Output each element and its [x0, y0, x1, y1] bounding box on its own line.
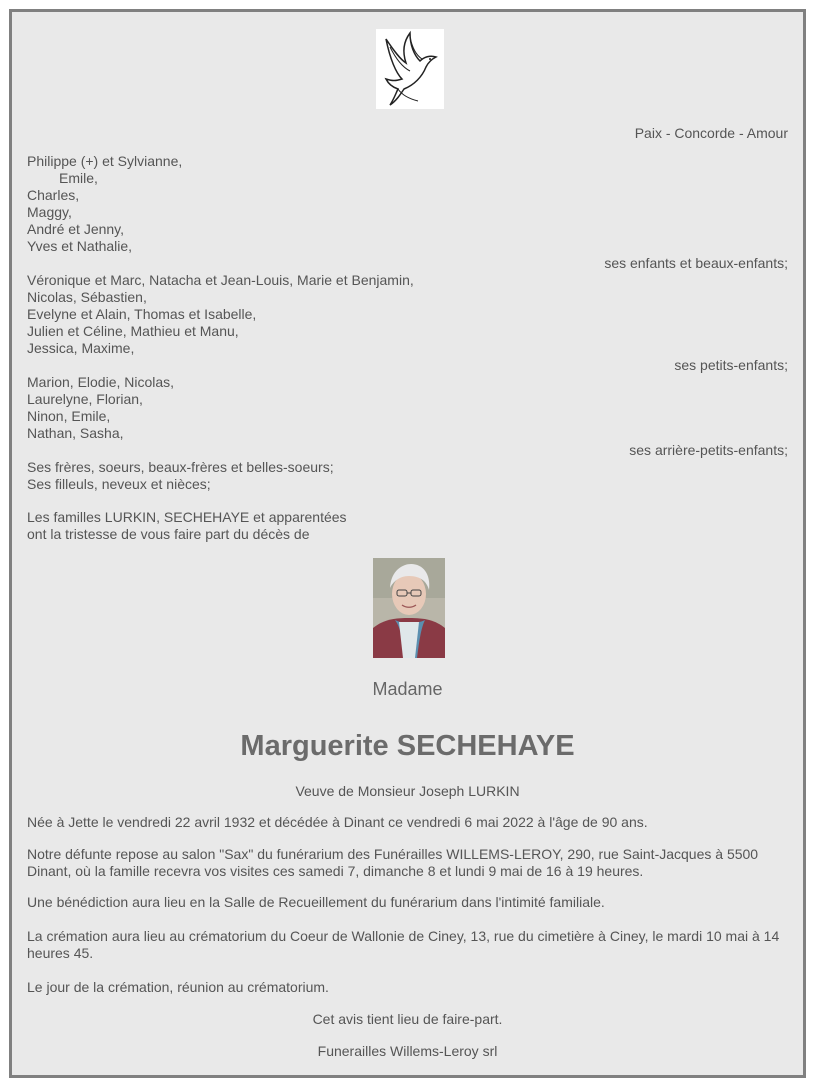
grandchildren-line: Véronique et Marc, Natacha et Jean-Louis, Marie et Benjamin,: [27, 272, 414, 288]
children-line: Emile,: [59, 170, 98, 186]
cremation-text: La crémation aura lieu au crématorium du Coeur de Wallonie de Ciney, 13, rue du cimetière à Ciney, le mardi 10 mai à 14 heures 45.: [27, 928, 780, 961]
grandchildren-line: Nicolas, Sébastien,: [27, 289, 147, 305]
children-block: [27, 153, 788, 272]
great-grandchildren-line: Nathan, Sasha,: [27, 425, 124, 441]
children-line: Charles,: [27, 187, 80, 203]
children-label: ses enfants et beaux-enfants;: [604, 255, 788, 271]
notice-text: Cet avis tient lieu de faire-part.: [312, 1011, 503, 1027]
great-grandchildren-line: Ninon, Emile,: [27, 408, 111, 424]
great-grandchildren-line: Marion, Elodie, Nicolas,: [27, 374, 175, 390]
siblings-line: Ses frères, soeurs, beaux-frères et belles-soeurs;: [27, 459, 334, 475]
children-line: Yves et Nathalie,: [27, 238, 133, 254]
great-grandchildren-label: ses arrière-petits-enfants;: [629, 442, 788, 458]
families-line: Les familles LURKIN, SECHEHAYE et apparentées: [27, 509, 347, 525]
deceased-name: Marguerite SECHEHAYE: [240, 730, 575, 762]
motto-text: Paix - Concorde - Amour: [634, 125, 788, 141]
children-line: Philippe (+) et Sylvianne,: [27, 153, 183, 169]
grandchildren-label: ses petits-enfants;: [674, 357, 788, 373]
children-line: André et Jenny,: [27, 221, 125, 237]
grandchildren-line: Julien et Céline, Mathieu et Manu,: [27, 323, 239, 339]
visitation-text: Notre défunte repose au salon "Sax" du funérarium des Funérailles WILLEMS-LEROY, 290, rue Saint-Jacques à 5500 Dinant, où la famille recevra vos visites ces samedi 7, dimanche 8 et lundi 9 mai de 16 à 19 heures.: [27, 846, 759, 879]
siblings-line: Ses filleuls, neveux et nièces;: [27, 476, 211, 492]
blessing-text: Une bénédiction aura lieu en la Salle de Recueillement du funérarium dans l'intimité familiale.: [27, 894, 605, 910]
obituary-card: [9, 9, 806, 1078]
birth-death-text: Née à Jette le vendredi 22 avril 1932 et décédée à Dinant ce vendredi 6 mai 2022 à l'âge de 90 ans.: [27, 814, 648, 830]
dove-icon: [376, 29, 444, 109]
grandchildren-line: Evelyne et Alain, Thomas et Isabelle,: [27, 306, 257, 322]
families-line: ont la tristesse de vous faire part du décès de: [27, 526, 310, 542]
great-grandchildren-block: [27, 374, 788, 459]
children-line: Maggy,: [27, 204, 72, 220]
siblings-block: [27, 459, 788, 493]
portrait-photo: [373, 558, 445, 658]
meeting-text: Le jour de la crémation, réunion au crématorium.: [27, 979, 329, 995]
grandchildren-line: Jessica, Maxime,: [27, 340, 135, 356]
families-block: [27, 509, 788, 543]
funeral-home-text: Funerailles Willems-Leroy srl: [317, 1043, 498, 1059]
honorific-title: Madame: [372, 679, 443, 699]
grandchildren-block: [27, 272, 788, 374]
great-grandchildren-line: Laurelyne, Florian,: [27, 391, 143, 407]
widow-of-text: Veuve de Monsieur Joseph LURKIN: [295, 783, 520, 799]
